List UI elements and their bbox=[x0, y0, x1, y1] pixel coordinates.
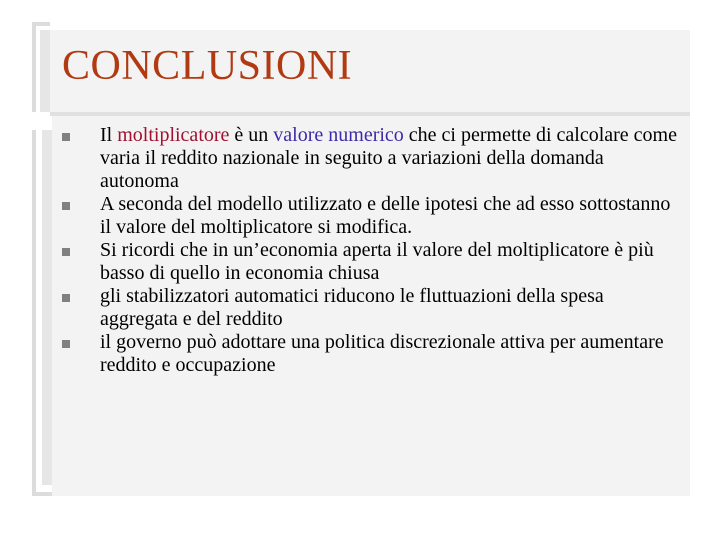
bullet-text: è un bbox=[229, 124, 274, 146]
bullet-list bbox=[62, 124, 682, 377]
square-bullet-icon bbox=[62, 294, 70, 302]
bullet-text: A seconda del modello utilizzato e delle ipotesi che ad esso sottostanno il valore del moltiplicatore si modifica. bbox=[100, 193, 671, 238]
bullet-text: Il bbox=[100, 124, 118, 146]
frame-decoration bbox=[32, 130, 36, 495]
highlighted-term: valore numerico bbox=[273, 124, 404, 146]
square-bullet-icon bbox=[62, 248, 70, 256]
frame-decoration bbox=[42, 130, 52, 485]
square-bullet-icon bbox=[62, 133, 70, 141]
square-bullet-icon bbox=[62, 202, 70, 210]
bullet-text: che ci permette di calcolare come varia il reddito nazionale in seguito a variazioni della domanda autonoma bbox=[100, 124, 677, 192]
slide-title: CONCLUSIONI bbox=[62, 43, 353, 89]
frame-decoration bbox=[32, 492, 54, 496]
bullet-text: gli stabilizzatori automatici riducono le fluttuazioni della spesa aggregata e del reddito bbox=[100, 285, 604, 330]
bullet-item bbox=[62, 193, 682, 239]
bullet-item bbox=[62, 239, 682, 285]
square-bullet-icon bbox=[62, 340, 70, 348]
bullet-item bbox=[62, 285, 682, 331]
bullet-item bbox=[62, 124, 682, 193]
bullet-item bbox=[62, 331, 682, 377]
frame-decoration bbox=[32, 22, 36, 112]
frame-decoration bbox=[40, 30, 50, 112]
bullet-text: il governo può adottare una politica discrezionale attiva per aumentare reddito e occupazione bbox=[100, 331, 664, 376]
bullet-text: Si ricordi che in un’economia aperta il valore del moltiplicatore è più basso di quello in economia chiusa bbox=[100, 239, 654, 284]
highlighted-term: moltiplicatore bbox=[117, 124, 230, 146]
